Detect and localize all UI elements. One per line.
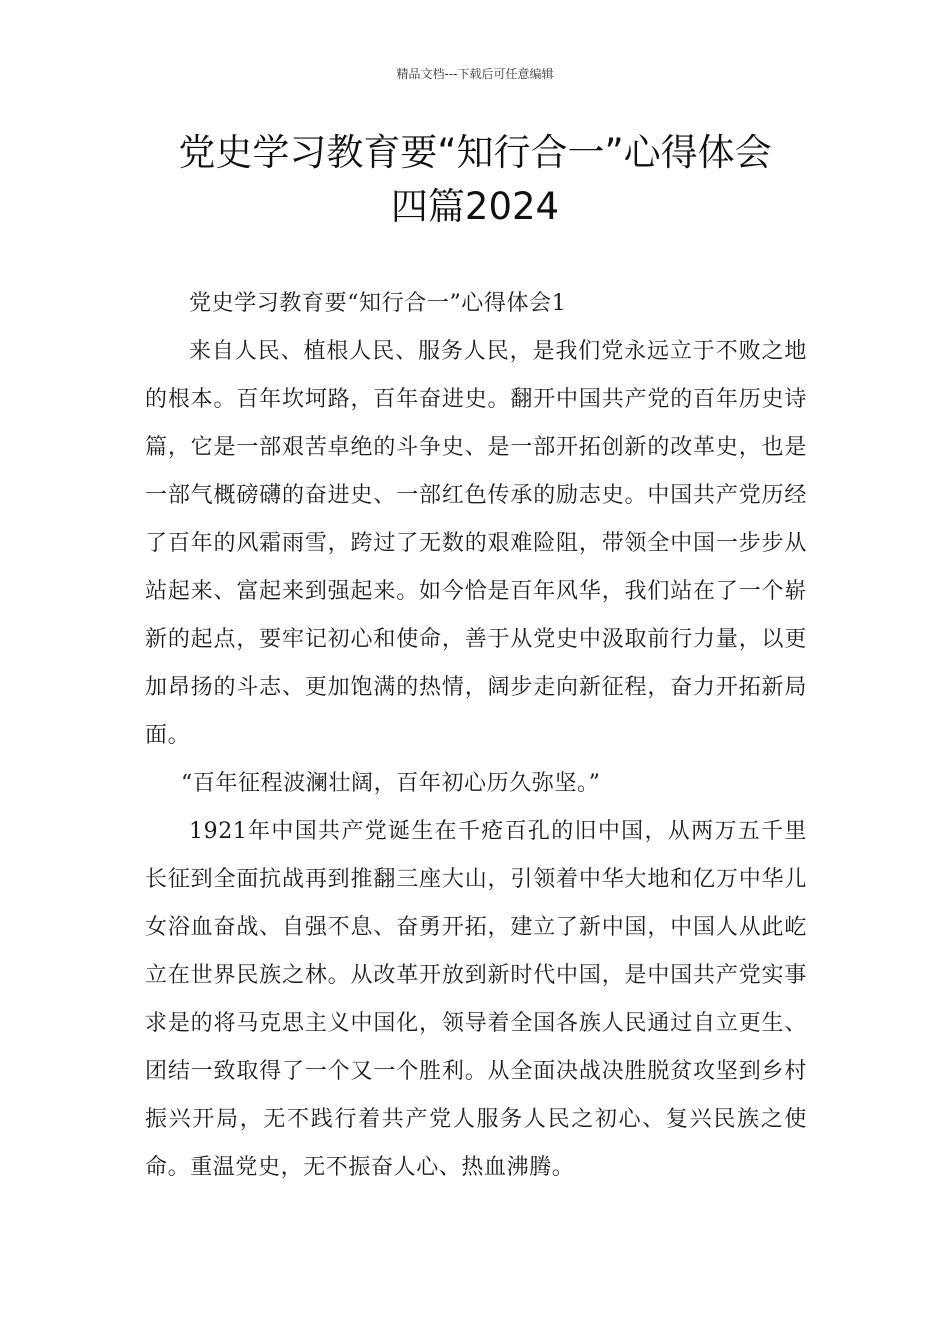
title-line-2: 四篇2024 [390,185,560,228]
body-paragraph: 1921年中国共产党诞生在千疮百孔的旧中国，从两万五千里长征到全面抗战再到推翻三座大山，引领着中华大地和亿万中华儿女浴血奋战、自强不息、奋勇开拓，建立了新中国，中国人从此屹立在世界民族之林。从改革开放到新时代中国，是中国共产党实事求是的将马克思主义中国化，领导着全国各族人民通过自立更生、团结一致取得了一个又一个胜利。从全面决战决胜脱贫攻坚到乡村振兴开局，无不践行着共产党人服务人民之初心、复兴民族之使命。重温党史，无不振奋人心、热血沸腾。 [145,819,807,1180]
document-body [145,280,807,1192]
section-heading: 党史学习教育要“知行合一”心得体会1 [189,291,567,316]
body-paragraph: 来自人民、植根人民、服务人民，是我们党永远立于不败之地的根本。百年坎坷路，百年奋进史。翻开中国共产党的百年历史诗篇，它是一部艰苦卓绝的斗争史、是一部开拓创新的改革史，也是一部气概磅礴的奋进史、一部红色传承的励志史。中国共产党历经了百年的风霜雨雪，跨过了无数的艰难险阻，带领全中国一步步从站起来、富起来到强起来。如今恰是百年风华，我们站在了一个崭新的起点，要牢记初心和使命，善于从党史中汲取前行力量，以更加昂扬的斗志、更加饱满的热情，阔步走向新征程，奋力开拓新局面。 [145,339,807,748]
quote-paragraph: “百年征程波澜壮阔，百年初心历久弥坚。” [181,771,601,796]
page-header: 精品文档---下载后可任意编辑 [396,67,554,81]
title-line-1: 党史学习教育要“知行合一”心得体会 [178,131,772,174]
document-title [100,126,850,234]
